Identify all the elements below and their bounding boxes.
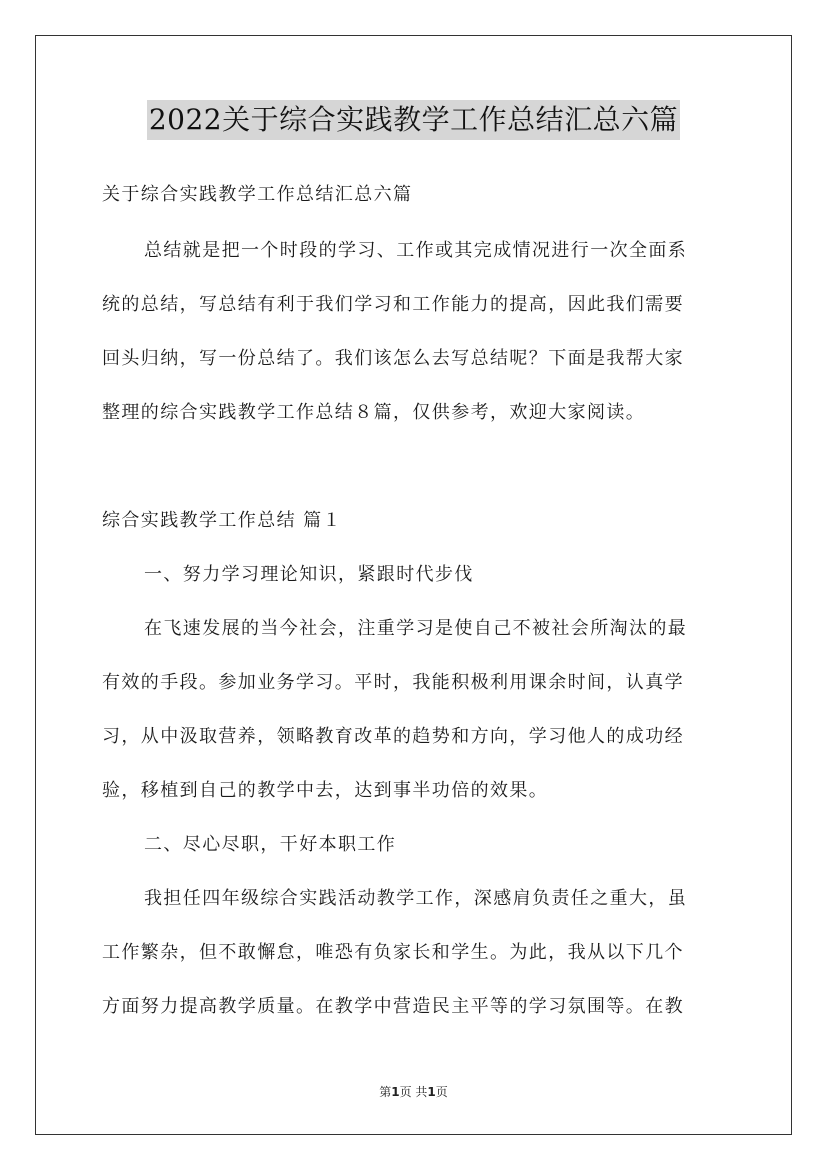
point1-line-4: 验，移植到自己的教学中去，达到事半功倍的效果。 <box>102 780 549 801</box>
point1-heading: 一、努力学习理论知识，紧跟时代步伐 <box>144 564 474 585</box>
point2-line-3: 方面努力提高教学质量。在教学中营造民主平等的学习氛围等。在教 <box>102 996 684 1017</box>
footer-prefix: 第 <box>379 1085 392 1099</box>
intro-line-3: 回头归纳，写一份总结了。我们该怎么去写总结呢？下面是我帮大家 <box>102 348 684 369</box>
point1-line-2: 有效的手段。参加业务学习。平时，我能积极利用课余时间，认真学 <box>102 672 684 693</box>
footer-current-page: 1 <box>391 1085 400 1099</box>
point1-line-1: 在飞速发展的当今社会，注重学习是使自己不被社会所淘汰的最 <box>144 618 688 639</box>
intro-line-4: 整理的综合实践教学工作总结８篇，仅供参考，欢迎大家阅读。 <box>102 402 646 423</box>
point1-line-3: 习，从中汲取营养，领略教育改革的趋势和方向，学习他人的成功经 <box>102 726 684 747</box>
footer-total-pages: 1 <box>427 1085 436 1099</box>
page-footer <box>0 1083 827 1100</box>
point2-line-1: 我担任四年级综合实践活动教学工作，深感肩负责任之重大，虽 <box>144 888 688 909</box>
section-heading: 综合实践教学工作总结 篇１ <box>102 510 342 531</box>
point2-heading: 二、尽心尽职，干好本职工作 <box>144 834 397 855</box>
point2-line-2: 工作繁杂，但不敢懈怠，唯恐有负家长和学生。为此，我从以下几个 <box>102 942 684 963</box>
footer-suffix: 页 <box>435 1085 448 1099</box>
document-title: 2022关于综合实践教学工作总结汇总六篇 <box>147 100 680 140</box>
subtitle: 关于综合实践教学工作总结汇总六篇 <box>102 184 413 205</box>
intro-line-2: 统的总结，写总结有利于我们学习和工作能力的提高，因此我们需要 <box>102 294 684 315</box>
intro-line-1: 总结就是把一个时段的学习、工作或其完成情况进行一次全面系 <box>144 240 688 261</box>
footer-mid: 页 共 <box>399 1085 428 1099</box>
title-wrap <box>0 100 827 140</box>
